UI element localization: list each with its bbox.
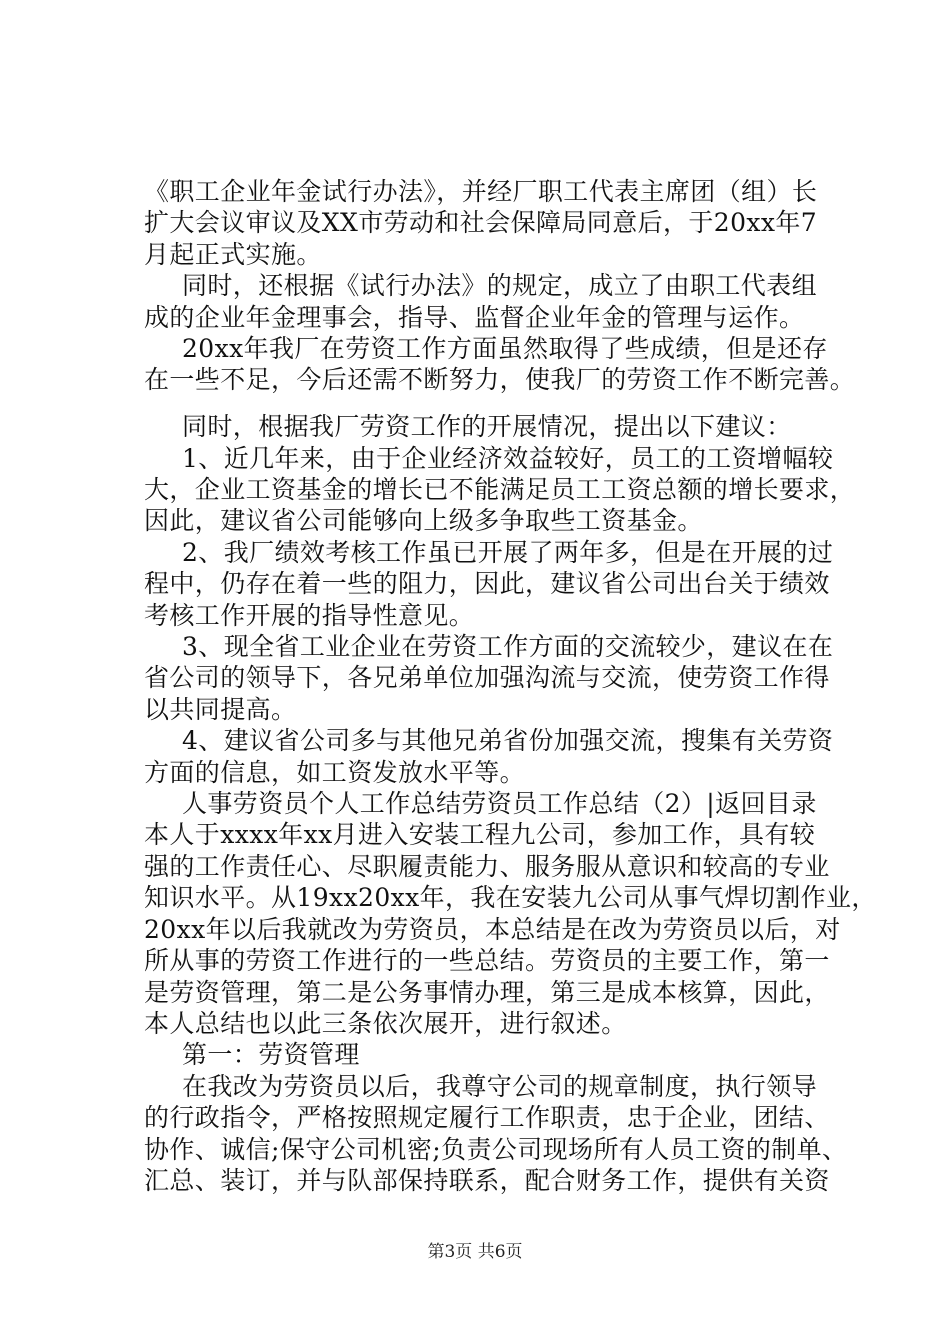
text-line: 以共同提高。 [144, 695, 297, 724]
paragraph-start-line: 4、建议省公司多与其他兄弟省份加强交流，搜集有关劳资 [182, 726, 834, 755]
text-line: 汇总、装订，并与队部保持联系，配合财务工作，提供有关资 [144, 1166, 830, 1195]
paragraph-start-line: 20xx年我厂在劳资工作方面虽然取得了些成绩，但是还存 [182, 334, 828, 363]
text-line: 强的工作责任心、尽职履责能力、服务服从意识和较高的专业 [144, 852, 830, 881]
text-line: 协作、诚信;保守公司机密;负责公司现场所有人员工资的制单、 [144, 1135, 848, 1164]
subheading-line: 第一：劳资管理 [182, 1040, 360, 1069]
text-line: 扩大会议审议及XX市劳动和社会保障局同意后，于20xx年7 [144, 208, 818, 237]
text-line: 月起正式实施。 [144, 240, 322, 269]
text-line: 因此，建议省公司能够向上级多争取些工资基金。 [144, 506, 703, 535]
text-line: 《职工企业年金试行办法》，并经厂职工代表主席团（组）长 [144, 177, 818, 206]
text-line: 20xx年以后我就改为劳资员，本总结是在改为劳资员以后，对 [144, 915, 841, 944]
text-line: 方面的信息，如工资发放水平等。 [144, 758, 526, 787]
section-heading-line: 人事劳资员个人工作总结劳资员工作总结（2）|返回目录 [182, 789, 817, 818]
text-line: 的行政指令，严格按照规定履行工作职责，忠于企业，团结、 [144, 1103, 830, 1132]
page-footer: 第3页 共6页 [427, 1242, 523, 1262]
paragraph-start-line: 在我改为劳资员以后，我尊守公司的规章制度，执行领导 [182, 1072, 818, 1101]
paragraph-start-line: 3、现全省工业企业在劳资工作方面的交流较少，建议在在 [182, 632, 834, 661]
text-line: 在一些不足，今后还需不断努力，使我厂的劳资工作不断完善。 [144, 365, 856, 394]
paragraph-start-line: 同时，还根据《试行办法》的规定，成立了由职工代表组 [182, 271, 818, 300]
text-line: 本人于xxxx年xx月进入安装工程九公司，参加工作，具有较 [144, 820, 816, 849]
text-line: 考核工作开展的指导性意见。 [144, 601, 475, 630]
text-line: 大，企业工资基金的增长已不能满足员工工资总额的增长要求， [144, 475, 856, 504]
text-line: 程中，仍存在着一些的阻力，因此，建议省公司出台关于绩效 [144, 569, 830, 598]
text-line: 知识水平。从19xx20xx年，我在安装九公司从事气焊切割作业， [144, 883, 877, 912]
text-line: 成的企业年金理事会，指导、监督企业年金的管理与运作。 [144, 303, 805, 332]
text-line: 省公司的领导下，各兄弟单位加强沟流与交流，使劳资工作得 [144, 663, 830, 692]
text-line: 所从事的劳资工作进行的一些总结。劳资员的主要工作，第一 [144, 946, 830, 975]
text-line: 是劳资管理，第二是公务事情办理，第三是成本核算，因此， [144, 978, 830, 1007]
paragraph-start-line: 1、近几年来，由于企业经济效益较好，员工的工资增幅较 [182, 444, 834, 473]
paragraph-start-line: 同时，根据我厂劳资工作的开展情况，提出以下建议： [182, 412, 792, 441]
paragraph-start-line: 2、我厂绩效考核工作虽已开展了两年多，但是在开展的过 [182, 538, 834, 567]
text-line: 本人总结也以此三条依次展开，进行叙述。 [144, 1009, 627, 1038]
